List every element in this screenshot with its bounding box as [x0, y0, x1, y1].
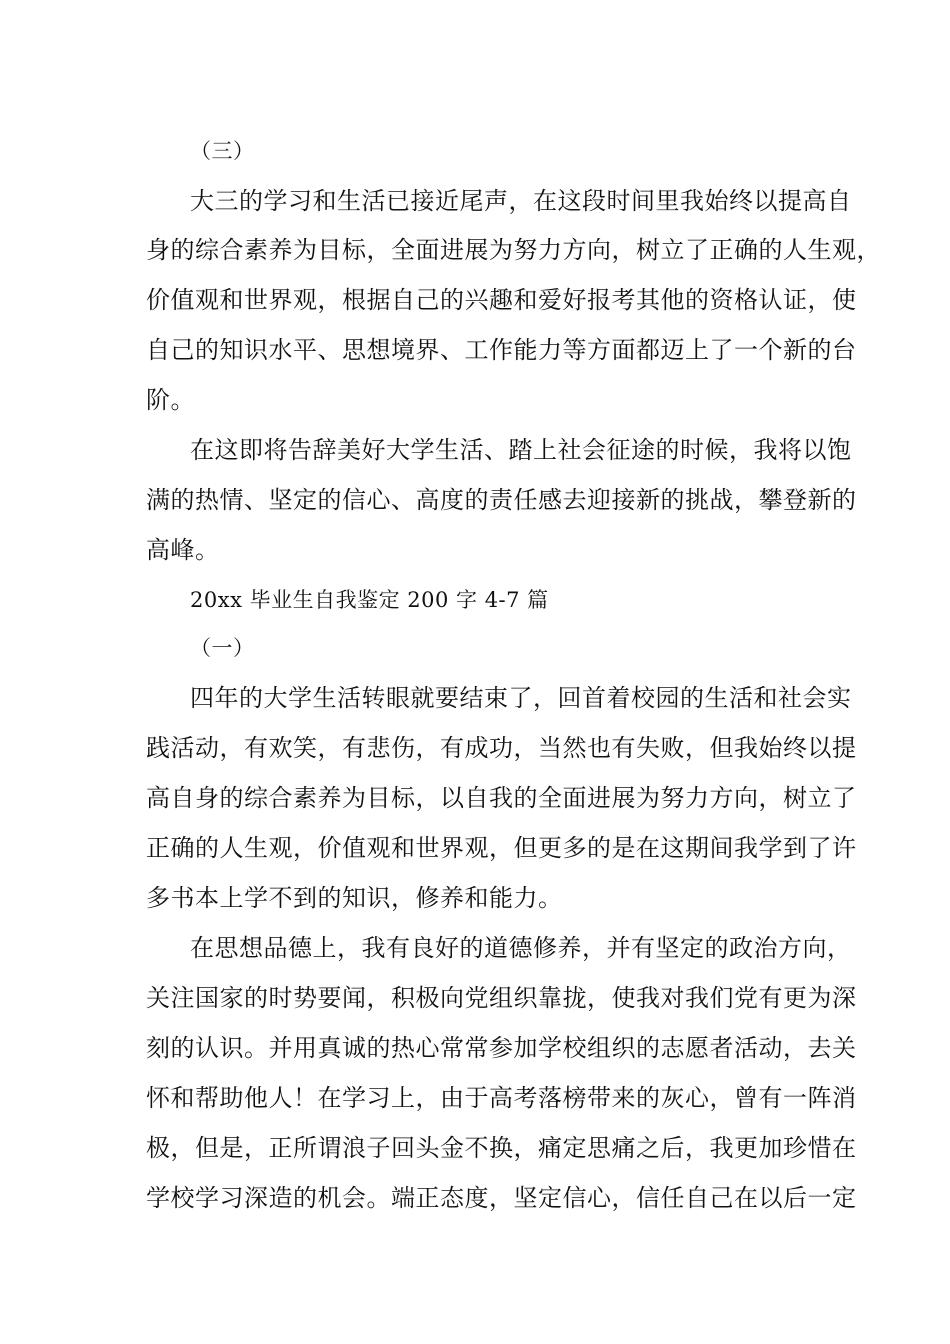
- paragraph-line: 四年的大学生活转眼就要结束了，回首着校园的生活和社会实: [190, 684, 852, 712]
- paragraph-line: 自己的知识水平、思想境界、工作能力等方面都迈上了一个新的台: [146, 336, 857, 364]
- paragraph-line: 高自身的综合素养为目标，以自我的全面进展为努力方向，树立了: [146, 784, 857, 812]
- paragraph-line: 践活动，有欢笑，有悲伤，有成功，当然也有失败，但我始终以提: [146, 734, 857, 762]
- paragraph-line: 身的综合素养为目标，全面进展为努力方向，树立了正确的人生观，: [146, 236, 881, 264]
- paragraph-line: 价值观和世界观，根据自己的兴趣和爱好报考其他的资格认证，使: [146, 286, 857, 314]
- paragraph-line: 正确的人生观，价值观和世界观，但更多的是在这期间我学到了许: [146, 834, 857, 862]
- paragraph-line: 关注国家的时势要闻，积极向党组织靠拢，使我对我们党有更为深: [146, 984, 857, 1012]
- section-title: 20xx 毕业生自我鉴定 200 字 4-7 篇: [190, 588, 549, 612]
- section-heading-three: （三）: [190, 139, 255, 163]
- paragraph-line: 在思想品德上，我有良好的道德修养，并有坚定的政治方向，: [190, 934, 852, 962]
- paragraph-line: 怀和帮助他人！在学习上，由于高考落榜带来的灰心，曾有一阵消: [146, 1084, 857, 1112]
- paragraph-line: 在这即将告辞美好大学生活、踏上社会征途的时候，我将以饱: [190, 436, 852, 464]
- paragraph-line: 刻的认识。并用真诚的热心常常参加学校组织的志愿者活动，去关: [146, 1034, 857, 1062]
- paragraph-line: 满的热情、坚定的信心、高度的责任感去迎接新的挑战，攀登新的: [146, 486, 857, 514]
- paragraph-line: 极，但是，正所谓浪子回头金不换，痛定思痛之后，我更加珍惜在: [146, 1134, 857, 1162]
- section-heading-one: （一）: [190, 636, 255, 660]
- paragraph-line: 学校学习深造的机会。端正态度，坚定信心，信任自己在以后一定: [146, 1184, 857, 1212]
- paragraph-line: 多书本上学不到的知识，修养和能力。: [146, 884, 563, 912]
- paragraph-line: 阶。: [146, 386, 195, 414]
- paragraph-line: 高峰。: [146, 536, 220, 564]
- paragraph-line: 大三的学习和生活已接近尾声，在这段时间里我始终以提高自: [190, 187, 852, 215]
